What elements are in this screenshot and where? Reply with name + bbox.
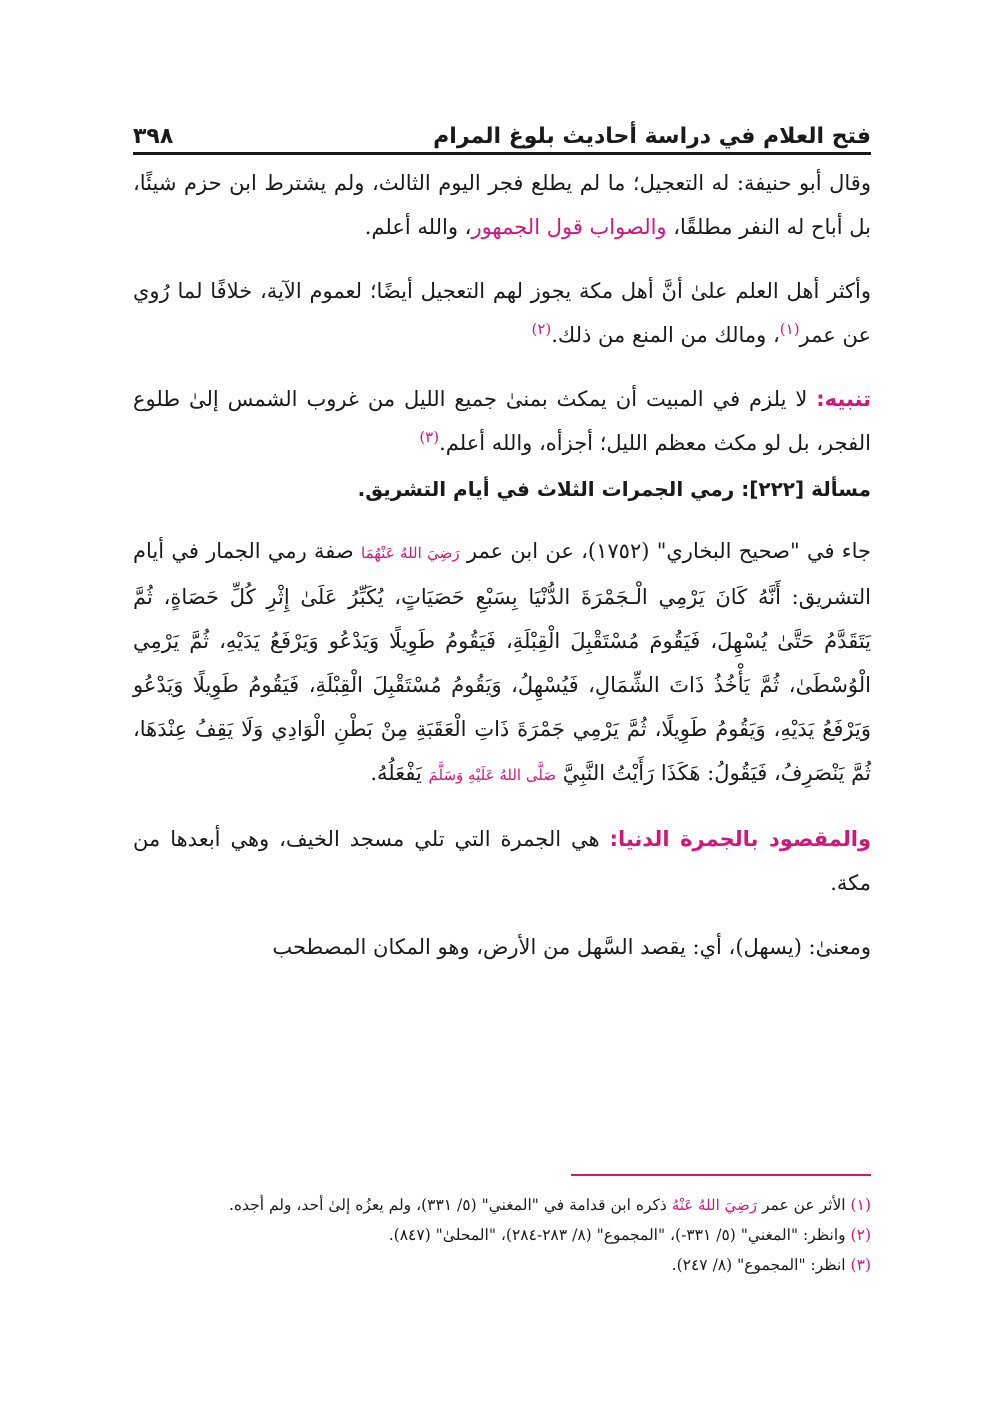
paragraph-makkah [133,269,871,357]
paragraph-abu-hanifa [133,161,871,249]
page [133,112,871,969]
text-run: ، والله أعلم. [364,215,472,239]
section-heading: مسألة [٢٢٢]: رمي الجمرات الثلاث في أيام التشريق. [357,477,871,501]
text-run: هي الجمرة التي تلي مسجد الخيف، وهي أبعدها من مكة. [133,827,871,895]
running-title: فتح العلام في دراسة أحاديث بلوغ المرام [433,124,871,149]
footnote-number: (٢) [850,1226,871,1244]
paragraph-tanbih [133,377,871,465]
text-run: انظر: "المجموع" (٨/ ٢٤٧). [671,1256,851,1274]
running-header [133,112,871,155]
footnote-2 [133,1220,871,1250]
honorific-glyph: رَضِيَ اللهُ عَنْهُ [671,1196,758,1214]
text-run: ، ومالك من المنع من ذلك. [551,323,780,347]
text-run: وقال أبو حنيفة: له التعجيل؛ ما لم يطلع فجر اليوم الثالث، ولم يشترط ابن حزم شيئًا، بل أباح له النفر مطلقًا، [133,171,871,239]
text-run: ذكره ابن قدامة في "المغني" (٥/ ٣٣١)، ولم يعزُه إلىٰ أحد، ولم أجده. [228,1196,672,1214]
hadith-text: صفة رمي الجمار في أيام التشريق: أَنَّهُ كَانَ يَرْمِي الْـجَمْرَةَ الدُّنْيَا بِسَبْعِ حَصَيَاتٍ، يُكَبِّرُ عَلَىٰ إِثْرِ كُلِّ حَصَاةٍ، ثُمَّ يَتَقَدَّمُ حَتَّىٰ يُسْهِلَ، فَيَقُومَ مُسْتَقْبِلَ الْقِبْلَةِ، فَيَقُومُ طَوِيلًا وَيَدْعُو وَيَرْفَعُ يَدَيْهِ، ثُمَّ يَرْمِي الْوُسْطَىٰ، ثُمَّ يَأْخُذُ ذَاتَ الشِّمَالِ، فَيُسْهِلُ، وَيَقُومُ مُسْتَقْبِلَ الْقِبْلَةِ، فَيَقُومُ طَوِيلًا وَيَدْعُو وَيَرْفَعُ يَدَيْهِ، وَيَقُومُ طَوِيلًا، ثُمَّ يَرْمِي جَمْرَةَ ذَاتِ الْعَقَبَةِ مِنْ بَطْنِ الْوَادِي وَلَا يَقِفُ عِنْدَهَا، ثُمَّ يَنْصَرِفُ، فَيَقُولُ: هَكَذَا رَأَيْتُ النَّبِيَّ [133,539,871,785]
tanbih-label: تنبيه: [816,387,871,411]
footnote-ref-3[interactable]: (٣) [419,428,440,446]
paragraph-hadith [133,529,871,797]
text-run: جاء في "صحيح البخاري" (١٧٥٢)، عن ابن عمر [459,539,872,563]
footnotes [133,1174,871,1280]
paragraph-yushil: ومعنىٰ: (يسهل)، أي: يقصد السَّهل من الأرض، وهو المكان المصطحب [272,935,871,959]
footnote-number: (٣) [850,1256,871,1274]
text-run: يَفْعَلُهُ. [370,761,429,785]
footnote-1 [133,1190,871,1220]
honorific-glyph: صَلَّى اللهُ عَلَيْهِ وَسَلَّمَ [428,766,557,784]
text-run: لا يلزم في المبيت أن يمكث بمنىٰ جميع الليل من غروب الشمس إلىٰ طلوع الفجر، بل لو مكث معظم الليل؛ أجزأه، والله أعلم. [133,387,871,455]
paragraph-jamra-dunya [133,817,871,905]
footnote-number: (١) [850,1196,871,1214]
footnote-divider [571,1174,871,1176]
honorific-glyph: رَضِيَ اللهُ عَنْهُمَا [361,544,460,562]
main-text [133,161,871,969]
highlighted-phrase: والصواب قول الجمهور [471,215,667,239]
footnote-3 [133,1250,871,1280]
definition-label: والمقصود بالجمرة الدنيا: [609,827,871,851]
text-run: وأكثر أهل العلم علىٰ أنَّ أهل مكة يجوز لهم التعجيل أيضًا؛ لعموم الآية، خلافًا لما رُوي عن عمر [133,279,871,347]
text-run: وانظر: "المغني" (٥/ ٣٣١-)، "المجموع" (٨/ ٢٨٣-٢٨٤)، "المحلىٰ" (٨٤٧). [388,1226,851,1244]
page-number: ٣٩٨ [133,124,174,149]
footnote-ref-1[interactable]: (١) [779,320,800,338]
text-run: الأثر عن عمر [757,1196,851,1214]
footnote-ref-2[interactable]: (٢) [531,320,552,338]
